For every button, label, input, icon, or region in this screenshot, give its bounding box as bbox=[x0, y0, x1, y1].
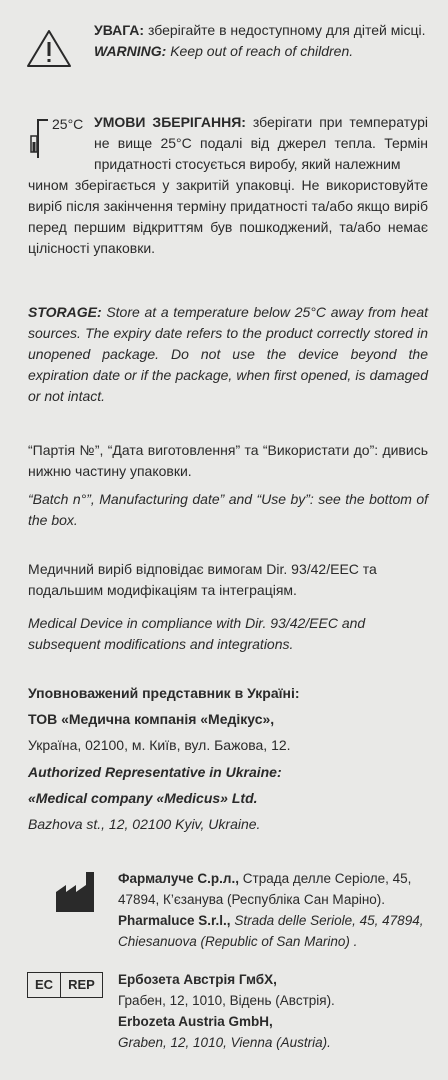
representative-en-title: Authorized Representative in Ukraine: bbox=[28, 764, 282, 780]
representative-ua-title: Уповноважений представник в Україні: bbox=[28, 685, 300, 701]
batch-en-text: “Batch n°”, Manufacturing date” and “Use by”: see the bottom of the box. bbox=[28, 491, 428, 528]
representative-en-company: «Medical company «Medicus» Ltd. bbox=[28, 790, 258, 806]
temperature-limit-icon bbox=[28, 116, 52, 160]
representative-ua-block bbox=[28, 680, 428, 758]
medical-ua-text: Медичний виріб відповідає вимогам Dir. 93/42/EEC та подальшим модифікаціям та інтеграціям. bbox=[28, 561, 377, 598]
storage-en-label: STORAGE: bbox=[28, 304, 102, 320]
ec-rep-block bbox=[118, 969, 430, 1053]
warning-ua-label: УВАГА: bbox=[94, 22, 145, 38]
storage-ua-first bbox=[94, 112, 428, 175]
manufacturer-en-name: Pharmaluce S.r.l., bbox=[118, 913, 231, 928]
warning-triangle-icon bbox=[26, 28, 72, 68]
ec-rep-ua-name: Ербозета Австрія ГмбХ, bbox=[118, 972, 277, 987]
ec-rep-en-name: Erbozeta Austria GmbH, bbox=[118, 1014, 273, 1029]
medical-en-text: Medical Device in compliance with Dir. 93/42/EEC and subsequent modifications and integrations. bbox=[28, 615, 366, 652]
storage-ua-text-rest: чином зберігається у закритій упаковці. Не використовуйте виріб після закінчення терміну придатності та/або якщо виріб перед першим відкриттям був пошкоджений, та/або немає цілісності упаковки. bbox=[28, 177, 428, 256]
batch-en-block bbox=[28, 489, 428, 531]
storage-ua-text-first: зберігати при температурі не вище 25°С подалі від джерел тепла. Термін придатності стосується виробу, який належним bbox=[94, 114, 428, 172]
warning-ua-text: зберігайте в недоступному для дітей місці. bbox=[147, 22, 426, 38]
manufacturer-en-address: Strada delle Seriole, 45, 47894, Chiesanuova (Republic of San Marino) . bbox=[118, 913, 424, 949]
ec-rep-symbol-right: REP bbox=[60, 973, 102, 997]
batch-ua-block bbox=[28, 440, 428, 482]
representative-ua-company: ТОВ «Медична компанія «Медікус», bbox=[28, 711, 275, 727]
storage-en-block bbox=[28, 302, 428, 407]
warning-en-text: Keep out of reach of children. bbox=[170, 43, 354, 59]
manufacturer-ua-name: Фармалуче С.р.л., bbox=[118, 871, 239, 886]
storage-ua-rest bbox=[28, 175, 428, 259]
representative-en-block bbox=[28, 759, 428, 837]
representative-ua-address: Україна, 02100, м. Київ, вул. Бажова, 12. bbox=[28, 737, 291, 753]
ec-rep-symbol-left: EC bbox=[35, 977, 54, 992]
representative-en-address: Bazhova st., 12, 02100 Kyiv, Ukraine. bbox=[28, 816, 261, 832]
manufacturer-block bbox=[118, 868, 430, 952]
warning-en-label: WARNING: bbox=[94, 43, 167, 59]
medical-en-block bbox=[28, 613, 428, 655]
ec-rep-ua-address: Грабен, 12, 1010, Відень (Австрія). bbox=[118, 993, 335, 1008]
ec-rep-en-address: Graben, 12, 1010, Vienna (Austria). bbox=[118, 1035, 331, 1050]
manufacturer-ua-address: Страда делле Серіоле, 45, 47894, К’єзанува (Республіка Сан Маріно). bbox=[118, 871, 412, 907]
manufacturer-factory-icon bbox=[54, 870, 102, 914]
batch-ua-text: “Партія №”, “Дата виготовлення” та “Використати до”: дивись нижню частину упаковки. bbox=[28, 442, 428, 479]
storage-en-text: Store at a temperature below 25°C away from heat sources. The expiry date refers to the product correctly stored in unopened package. Do not use the device beyond the expiration date or if the package, when first opened, is damaged or not intact. bbox=[28, 304, 428, 404]
medical-ua-block bbox=[28, 559, 428, 601]
storage-ua-label: УМОВИ ЗБЕРІГАННЯ: bbox=[94, 114, 246, 130]
temperature-limit-label: 25°C bbox=[52, 116, 84, 132]
warning-block bbox=[94, 20, 428, 62]
ec-rep-symbol bbox=[27, 972, 103, 998]
